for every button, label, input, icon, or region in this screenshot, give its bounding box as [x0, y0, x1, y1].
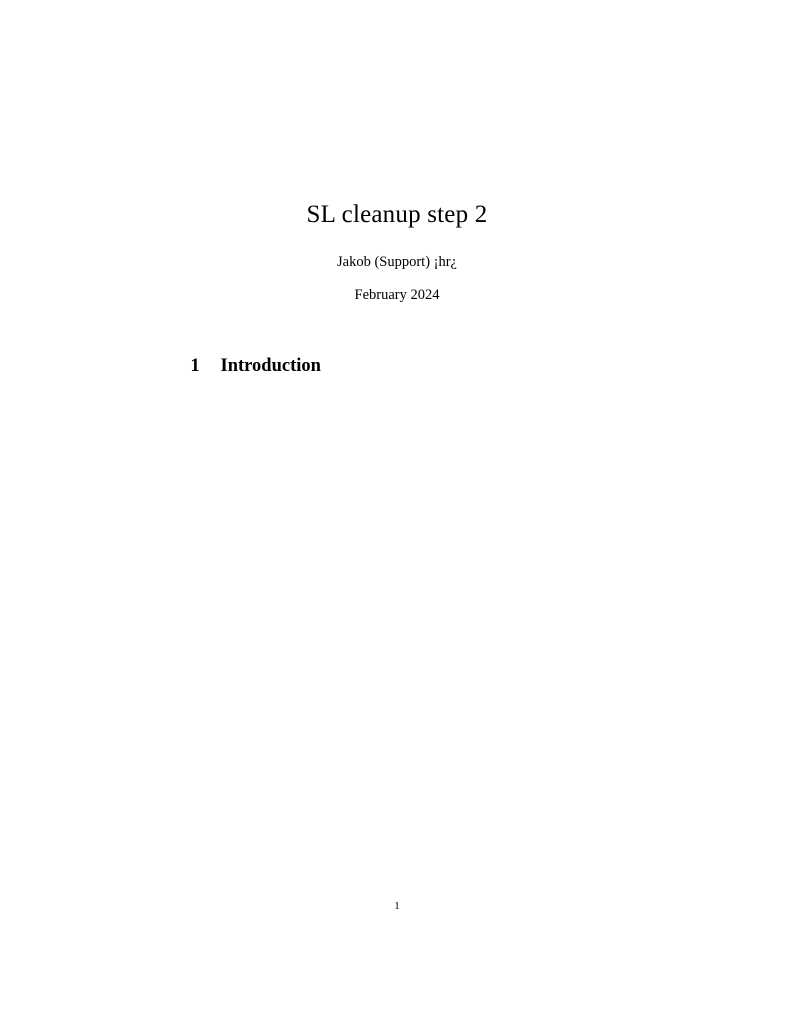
document-author: Jakob (Support) ¡hr¿: [336, 254, 457, 270]
section-heading-introduction: [172, 333, 321, 400]
section-title: Introduction: [220, 356, 321, 377]
page-number: 1: [394, 900, 400, 912]
document-title: SL cleanup step 2: [306, 201, 488, 228]
document-date: February 2024: [354, 287, 440, 304]
title-block: [0, 200, 794, 305]
section-number: 1: [190, 356, 200, 377]
